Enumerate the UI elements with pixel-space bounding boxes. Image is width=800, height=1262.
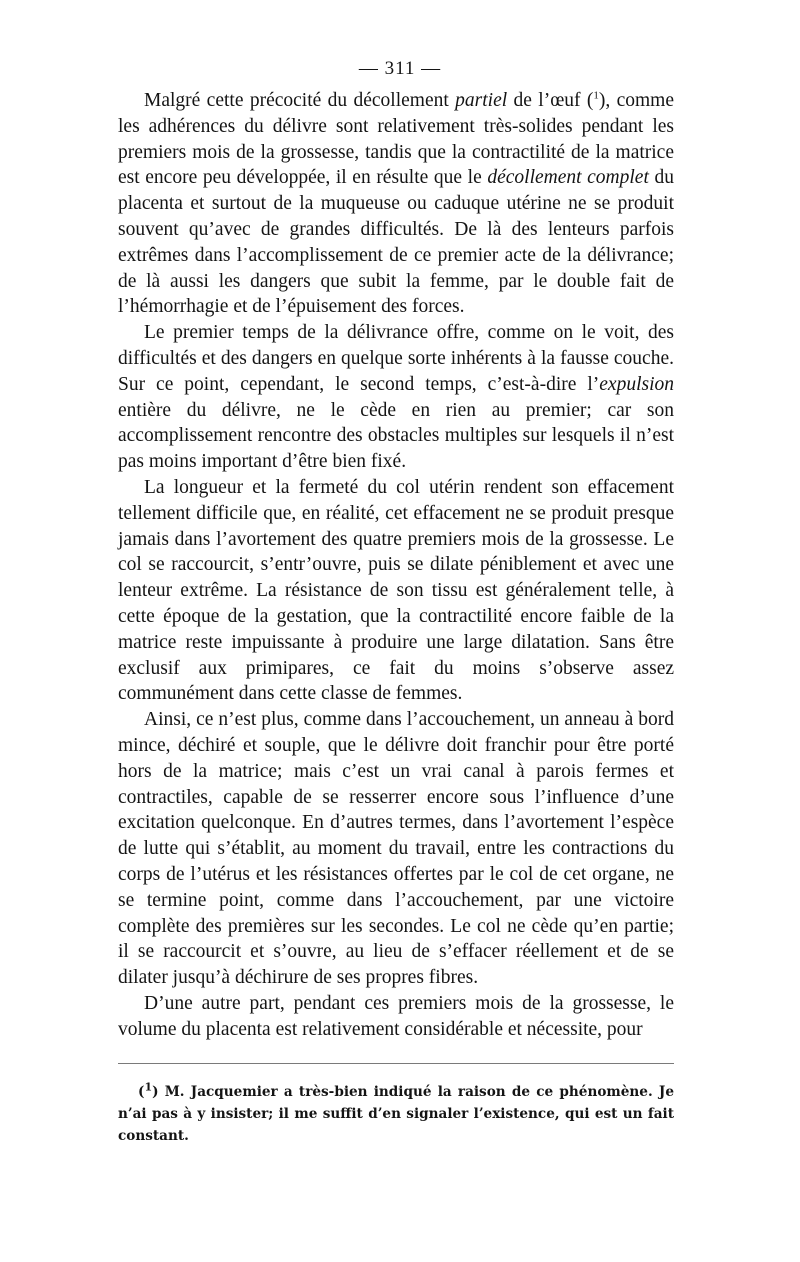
paragraph-4: Ainsi, ce n’est plus, comme dans l’accouchement, un anneau à bord mince, déchiré et souple, que le délivre doit franchir pour être porté hors de la matrice; mais c’est un vrai canal à parois fermes et contractiles, capable de se resserrer encore sous l’influence d’une excitation quelconque. En d’autres termes, dans l’avortement l’espèce de lutte qui s’établit, au moment du travail, entre les contractions du corps de l’utérus et les résistances offertes par le col de cet organe, ne se termine point, comme dans l’accouchement, par une victoire complète des premières sur les secondes. Le col ne cède qu’en partie; il se raccourcit et s’ouvre, au lieu de s’effacer réellement et de se dilater jusqu’à déchirure de ses propres fibres.: [118, 709, 674, 989]
text-run: entière du délivre, ne le cède en rien au premier; car son accomplissement rencontre des obstacles multiples sur lesquels il n’est pas moins important d’être bien fixé.: [118, 399, 674, 473]
footnote-marker: 1: [144, 1080, 153, 1094]
italic-term: expulsion: [599, 373, 674, 395]
text-run: Malgré cette précocité du décollement: [144, 90, 456, 111]
text-run: de l’œuf (: [507, 90, 594, 111]
italic-term: décollement complet: [487, 167, 649, 189]
footnote-text: M. Jacquemier a très-bien indiqué la raison de ce phénomène. Je n’ai pas à y insister; il me suffit d’en signaler l’existence, qui est un fait constant.: [118, 1084, 674, 1144]
paragraph-3: La longueur et la fermeté du col utérin rendent son effacement tellement difficile que, en réalité, cet effacement ne se produit presque jamais dans l’avortement des quatre premiers mois de la grossesse. Le col se raccourcit, s’entr’ouvre, puis se dilate péniblement et avec une lenteur extrême. La résistance de son tissu est généralement telle, à cette époque de la gestation, que la contractilité encore faible de la matrice reste impuissante à produire une large dilatation. Sans être exclusif aux primipares, ce fait du moins s’observe assez communément dans cette classe de femmes.: [118, 476, 674, 705]
paragraph-1: [118, 88, 674, 320]
paragraph-5: D’une autre part, pendant ces premiers mois de la grossesse, le volume du placenta est relativement considérable et nécessite, pour: [118, 992, 674, 1040]
text-run: Le premier temps de la délivrance offre, comme on le voit, des difficultés et des dangers en quelque sorte inhérents à la fausse couche. Sur ce point, cependant, le second temps, c’est-à-dire l’: [118, 322, 674, 395]
italic-term: partiel: [455, 90, 508, 111]
footnote-ref: 1: [593, 89, 599, 102]
paragraph-2: [118, 320, 674, 475]
text-run: du placenta et surtout de la muqueuse ou caduque utérine ne se produit souvent qu’avec de grandes difficultés. De là des lenteurs parfois extrêmes dans l’accomplissement de ce premier acte de la délivrance; de là aussi les dangers que subit la femme, par le double fait de l’hémorrhagie et de l’épuisement des forces.: [118, 167, 674, 318]
footnote-divider: [118, 1063, 674, 1064]
body-text: [118, 88, 674, 1042]
footnote: ($^1$) M. Jacquemier a très-bien indiqué la raison de ce phénomène. Je n’ai pas à y insister; il me suffit d’en signaler l’existence, qui est un fait constant.: [118, 1080, 674, 1144]
page-number: — 311 —: [358, 58, 442, 79]
text-run: ), comme les adhérences du délivre sont relativement très-solides pendant les premiers mois de la grossesse, tandis que la contractilité de la matrice est encore peu développée, il en résulte que le: [118, 90, 674, 189]
